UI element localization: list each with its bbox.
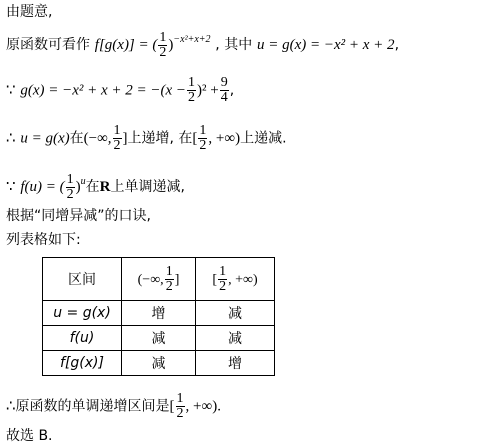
intro-line: 由题意, xyxy=(6,4,53,20)
therefore-symbol: ∴ xyxy=(6,130,16,147)
interval-open: [ xyxy=(169,398,175,415)
row-cell: 增 xyxy=(196,351,275,376)
vertex-form-line xyxy=(6,76,234,105)
period: . xyxy=(217,398,221,415)
row-cell: 减 xyxy=(122,326,196,351)
half-fraction: $\frac{1}{2}$ xyxy=(219,263,227,294)
half-fraction: $\frac{1}{2}$ xyxy=(165,263,173,294)
half-fraction: $\frac{1}{2}$ xyxy=(66,171,74,202)
table-row xyxy=(43,351,275,376)
row-cell: 减 xyxy=(196,301,275,326)
decreasing-text: 上递减. xyxy=(240,130,287,147)
comma: , xyxy=(229,82,235,99)
header-interval-left: (−∞, $\frac{1}{2}$ ] xyxy=(122,258,196,301)
interval2-open: [ xyxy=(192,130,198,147)
interval2-close: , +∞) xyxy=(208,130,241,147)
table-row xyxy=(43,326,275,351)
half-fraction: $\frac{1}{2}$ xyxy=(176,391,184,421)
outer-function-line xyxy=(6,172,185,202)
half-fraction: $\frac{1}{2}$ xyxy=(188,75,196,105)
vertex-mid: )² + xyxy=(197,82,219,99)
row-label: u = g(x) xyxy=(43,301,122,326)
row-cell: 增 xyxy=(122,301,196,326)
in-text: 在 xyxy=(85,179,100,195)
row-cell: 减 xyxy=(122,351,196,376)
header-interval-label: 区间 xyxy=(43,258,122,301)
rule-line: 根据“同增异减”的口诀, xyxy=(6,208,151,224)
fu-expr: f(u) = ( xyxy=(20,179,65,195)
u-exponent: u xyxy=(80,176,86,187)
therefore-symbol: ∴ xyxy=(6,398,16,415)
interval1-close: ] xyxy=(122,130,128,147)
header-interval-right: [ $\frac{1}{2}$ , +∞) xyxy=(196,258,275,301)
row-cell: 减 xyxy=(196,326,275,351)
real-set-R: R xyxy=(99,179,111,195)
paren-close: ) xyxy=(168,37,174,53)
where-text: , 其中 xyxy=(215,37,253,53)
increasing-text: 上递增, 在 xyxy=(127,130,193,147)
u-expr: u = g(x) xyxy=(20,130,70,147)
because-symbol: ∵ xyxy=(6,179,16,195)
row-label: f[g(x)] xyxy=(43,351,122,376)
monotonicity-table xyxy=(42,257,275,376)
composite-function-line xyxy=(6,30,399,60)
answer-line: 故选 B. xyxy=(6,428,53,444)
composite-prefix: 原函数可看作 xyxy=(6,37,90,53)
in-text: 在 xyxy=(69,130,84,147)
u-definition: u = g(x) = −x² + x + 2 xyxy=(256,37,395,53)
half-fraction: $\frac{1}{2}$ xyxy=(159,29,167,60)
interval-close: , +∞) xyxy=(185,398,218,415)
interval1-open: (−∞, xyxy=(83,130,112,147)
monotonicity-line xyxy=(6,124,287,153)
half-fraction: $\frac{1}{2}$ xyxy=(199,123,207,153)
comma: , xyxy=(394,37,400,53)
composite-func: f[g(x)] = ( xyxy=(94,37,158,53)
half-fraction: $\frac{1}{2}$ xyxy=(113,123,121,153)
vertex-expr: g(x) = −x² + x + 2 = −(x − xyxy=(20,82,187,99)
because-symbol: ∵ xyxy=(6,82,16,99)
decreasing-on-R-text: 上单调递减, xyxy=(110,179,185,195)
table-row xyxy=(43,301,275,326)
nine-quarters-fraction: $\frac{9}{4}$ xyxy=(220,75,228,105)
conclusion-line xyxy=(6,392,221,421)
table-intro-line: 列表格如下: xyxy=(6,232,81,248)
table-header-row xyxy=(43,258,275,301)
conclusion-text: 原函数的单调递增区间是 xyxy=(15,398,170,415)
paren-close: ) xyxy=(75,179,81,195)
exponent: −x²+x+2 xyxy=(173,34,211,45)
row-label: f(u) xyxy=(43,326,122,351)
